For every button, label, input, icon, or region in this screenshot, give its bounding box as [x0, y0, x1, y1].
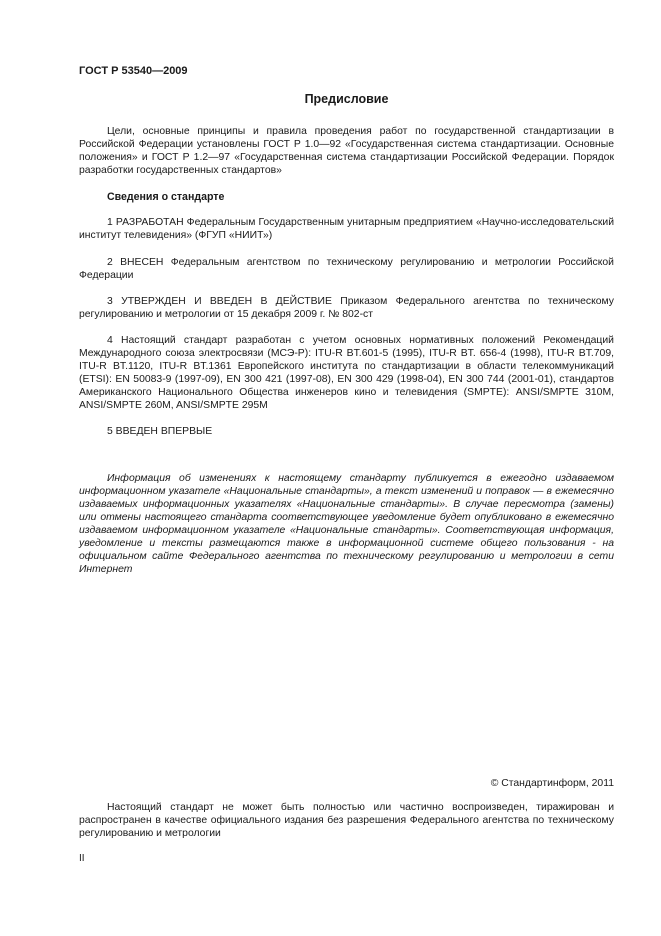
item-references: 4 Настоящий стандарт разработан с учетом основных нормативных положений Рекомендаций Международного союза электросвязи (МСЭ-Р): ITU-R BT.601-5 (1995), ITU-R BT. 656-4 (1998), ITU-R BT.709, ITU-R BT.1120, ITU-R BT.1361 Европейского института по стандартизации в области телекоммуникаций (ETSI): EN 50083-9 (1997-09), EN 300 421 (1997-08), EN 300 429 (1998-04), EN 300 744 (2001-01), стандартов Американского Национального Общества инженеров кино и телевидения (SMPTE): ANSI/SMPTE 310M, ANSI/SMPTE 260M, ANSI/SMPTE 295M — [79, 335, 614, 411]
section-title: Сведения о стандарте — [107, 191, 225, 203]
item-approved: 3 УТВЕРЖДЕН И ВВЕДЕН В ДЕЙСТВИЕ Приказом Федерального агентства по техническому регулированию и метрологии от 15 декабря 2009 г. № 802-ст — [79, 296, 614, 320]
item-first-introduced: 5 ВВЕДЕН ВПЕРВЫЕ — [107, 426, 213, 437]
copyright-line: © Стандартинформ, 2011 — [490, 778, 614, 789]
page-number: II — [79, 853, 85, 864]
item-developed: 1 РАЗРАБОТАН Федеральным Государственным унитарным предприятием «Научно-исследовательский институт телевидения» (ФГУП «НИИТ») — [79, 217, 614, 241]
reproduction-notice: Настоящий стандарт не может быть полностью или частично воспроизведен, тиражирован и распространен в качестве официального издания без разрешения Федерального агентства по техническому регулированию и метрологии — [79, 802, 614, 839]
intro-paragraph: Цели, основные принципы и правила проведения работ по государственной стандартизации в Российской Федерации установлены ГОСТ Р 1.0—92 «Государственная система стандартизации. Основные положения» и ГОСТ Р 1.2—97 «Государственная система стандартизации Российской Федерации. Порядок разработки государственных стандартов» — [79, 126, 614, 176]
page-title: Предисловие — [304, 92, 389, 106]
notice-paragraph: Информация об изменениях к настоящему стандарту публикуется в ежегодно издаваемом информационном указателе «Национальные стандарты», а текст изменений и поправок — в ежемесячно издаваемых информационных указателях «Национальные стандарты». В случае пересмотра (замены) или отмены настоящего стандарта соответствующее уведомление будет опубликовано в ежемесячно издаваемом информационном указателе «Национальные стандарты». Соответствующая информация, уведомление и тексты размещаются также в информационной системе общего пользования - на официальном сайте Федерального агентства по техническому регулированию и метрологии в сети Интернет — [79, 473, 614, 575]
item-introduced: 2 ВНЕСЕН Федеральным агентством по техническому регулированию и метрологии Российской Федерации — [79, 257, 614, 281]
standard-code: ГОСТ Р 53540—2009 — [79, 65, 188, 77]
